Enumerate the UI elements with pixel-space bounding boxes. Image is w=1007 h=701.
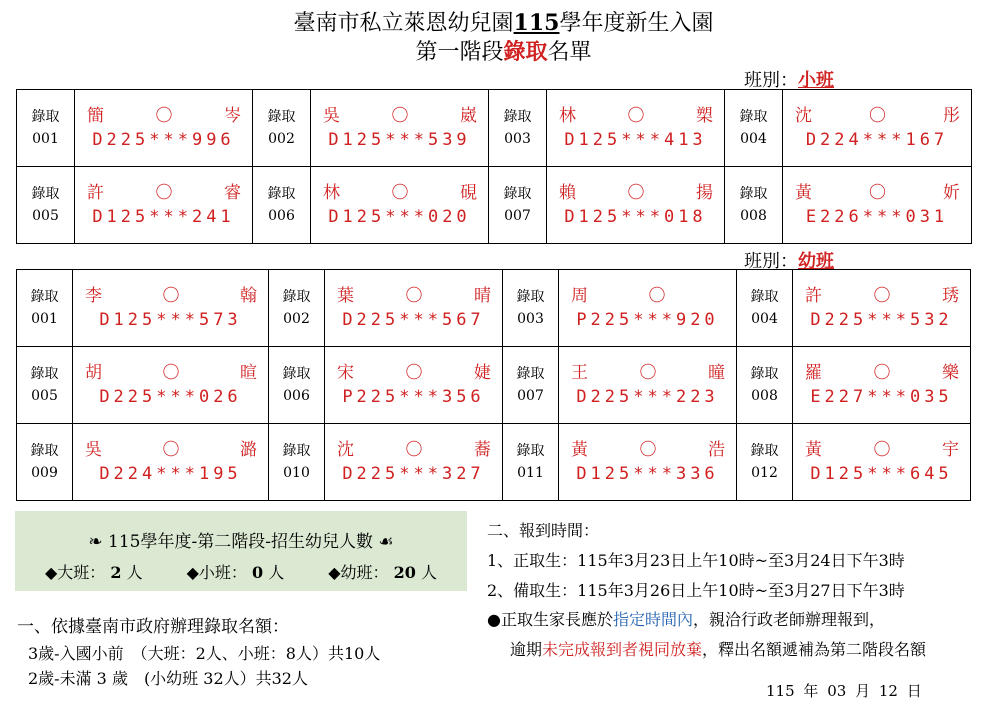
name-mask: 〇 bbox=[873, 286, 892, 306]
student-id: D224***167 bbox=[805, 130, 949, 150]
admit-label: 錄取 bbox=[282, 289, 311, 305]
given-name: 妡 bbox=[943, 183, 961, 203]
student-cell bbox=[311, 90, 489, 167]
count-unit: 人 bbox=[268, 563, 285, 582]
bullet-pre: ●正取生家長應於 bbox=[487, 610, 613, 629]
student-id: D125***573 bbox=[99, 310, 242, 330]
admit-label: 錄取 bbox=[516, 366, 545, 382]
surname: 林 bbox=[559, 106, 577, 126]
count-unit: 人 bbox=[126, 563, 143, 582]
student-name bbox=[559, 284, 736, 308]
given-name: 槊 bbox=[696, 106, 714, 126]
name-mask: 〇 bbox=[391, 106, 410, 126]
admit-label: 錄取 bbox=[503, 109, 532, 125]
admit-number-cell bbox=[737, 347, 793, 424]
student-name bbox=[325, 361, 502, 385]
given-name: 樂 bbox=[942, 363, 960, 383]
student-cell bbox=[793, 347, 971, 424]
count-item bbox=[328, 560, 437, 583]
student-name bbox=[793, 361, 970, 385]
student-id: D225***567 bbox=[342, 310, 485, 330]
student-name bbox=[783, 104, 971, 128]
subtitle-admit: 錄取 bbox=[503, 39, 548, 65]
second-stage-title bbox=[15, 527, 467, 552]
surname: 林 bbox=[323, 183, 341, 203]
admit-label: 錄取 bbox=[282, 443, 311, 459]
count-unit: 人 bbox=[421, 563, 438, 582]
given-name: 婕 bbox=[474, 363, 492, 383]
student-name bbox=[559, 361, 736, 385]
student-id: D225***026 bbox=[99, 387, 242, 407]
title-year: 115 bbox=[513, 10, 560, 36]
surname: 羅 bbox=[805, 363, 823, 383]
student-cell bbox=[325, 347, 503, 424]
count-item bbox=[187, 560, 285, 583]
notes-left-heading: 一、依據臺南市政府辦理錄取名額： bbox=[17, 617, 289, 637]
date-year-label: 年 bbox=[803, 682, 819, 700]
admit-number: 005 bbox=[31, 388, 58, 404]
surname: 黃 bbox=[805, 440, 823, 460]
admit-number: 004 bbox=[751, 311, 778, 327]
name-mask: 〇 bbox=[162, 286, 181, 306]
name-mask: 〇 bbox=[162, 363, 181, 383]
student-name bbox=[73, 284, 268, 308]
admit-number: 009 bbox=[31, 465, 58, 481]
admit-number-cell bbox=[725, 167, 783, 244]
subtitle-list: 名單 bbox=[547, 40, 592, 65]
given-name: 宇 bbox=[942, 440, 960, 460]
name-mask: 〇 bbox=[405, 286, 424, 306]
title-school: 臺南市私立萊恩幼兒園 bbox=[293, 11, 514, 36]
student-cell bbox=[793, 270, 971, 347]
given-name: 崴 bbox=[460, 106, 478, 126]
second-stage-box bbox=[15, 511, 467, 591]
student-id: D125***336 bbox=[576, 464, 719, 484]
given-name: 岑 bbox=[224, 106, 242, 126]
student-id: D125***413 bbox=[564, 130, 707, 150]
admit-number: 003 bbox=[504, 131, 531, 147]
name-mask: 〇 bbox=[155, 183, 174, 203]
given-name: 潞 bbox=[240, 440, 258, 460]
student-name bbox=[73, 438, 268, 462]
student-name bbox=[793, 284, 970, 308]
admit-label: 錄取 bbox=[739, 186, 768, 202]
admit-label: 錄取 bbox=[30, 289, 59, 305]
young-class-table bbox=[16, 269, 971, 501]
admit-label: 錄取 bbox=[31, 109, 60, 125]
name-mask: 〇 bbox=[873, 363, 892, 383]
student-name bbox=[75, 181, 252, 205]
table-row bbox=[17, 90, 972, 167]
student-cell bbox=[559, 270, 737, 347]
notes-left-line2: 2歲-未滿 3 歲 (小幼班 32人）共32人 bbox=[28, 669, 308, 688]
surname: 宋 bbox=[337, 363, 355, 383]
name-mask: 〇 bbox=[873, 440, 892, 460]
student-cell bbox=[73, 347, 269, 424]
document-date bbox=[766, 680, 922, 701]
admit-number-cell bbox=[17, 90, 75, 167]
surname: 沈 bbox=[337, 440, 355, 460]
table-row bbox=[17, 347, 971, 424]
notes-right-heading: 二、報到時間： bbox=[487, 521, 600, 540]
line4-pre: 逾期 bbox=[510, 640, 543, 659]
student-id: P225***356 bbox=[342, 387, 485, 407]
admit-label: 錄取 bbox=[31, 186, 60, 202]
given-name: 彤 bbox=[943, 106, 961, 126]
student-cell bbox=[559, 424, 737, 501]
student-cell bbox=[547, 167, 725, 244]
student-id: D225***996 bbox=[92, 130, 235, 150]
class-label-text: 班別： bbox=[744, 251, 798, 272]
admit-number-cell bbox=[737, 424, 793, 501]
admit-number: 001 bbox=[32, 131, 59, 147]
class-name: 小班 bbox=[798, 70, 834, 91]
student-cell bbox=[75, 167, 253, 244]
admit-number-cell bbox=[17, 167, 75, 244]
surname: 李 bbox=[85, 286, 103, 306]
surname: 吳 bbox=[323, 106, 341, 126]
admit-label: 錄取 bbox=[516, 289, 545, 305]
name-mask: 〇 bbox=[627, 106, 646, 126]
surname: 許 bbox=[805, 286, 823, 306]
surname: 沈 bbox=[795, 106, 813, 126]
student-name bbox=[311, 104, 488, 128]
given-name: 琇 bbox=[942, 286, 960, 306]
student-cell bbox=[559, 347, 737, 424]
student-name bbox=[73, 361, 268, 385]
name-mask: 〇 bbox=[391, 183, 410, 203]
student-cell bbox=[311, 167, 489, 244]
bullet-highlight: 指定時間內 bbox=[612, 610, 693, 629]
admit-number-cell bbox=[17, 347, 73, 424]
surname: 黃 bbox=[795, 183, 813, 203]
admit-number: 001 bbox=[31, 311, 58, 327]
given-name: 睿 bbox=[224, 183, 242, 203]
name-mask: 〇 bbox=[869, 183, 887, 203]
second-stage-title-text: 115學年度-第二階段-招生幼兒人數 bbox=[108, 532, 373, 552]
second-stage-counts bbox=[15, 560, 467, 583]
student-name bbox=[311, 181, 488, 205]
admit-number: 002 bbox=[268, 131, 295, 147]
student-cell bbox=[325, 270, 503, 347]
given-name: 翰 bbox=[240, 286, 258, 306]
name-mask: 〇 bbox=[869, 106, 887, 126]
admit-number-cell bbox=[725, 90, 783, 167]
admit-label: 錄取 bbox=[30, 366, 59, 382]
date-month-label: 月 bbox=[855, 682, 871, 700]
student-name bbox=[547, 181, 724, 205]
page-subtitle bbox=[0, 35, 1007, 66]
admit-label: 錄取 bbox=[750, 443, 779, 459]
admit-number-cell bbox=[17, 270, 73, 347]
student-name bbox=[75, 104, 252, 128]
line4-post: ，釋出名額遞補為第二階段名額 bbox=[702, 640, 927, 659]
student-name bbox=[559, 438, 736, 462]
admit-number: 003 bbox=[517, 311, 544, 327]
student-cell bbox=[783, 90, 972, 167]
given-name: 揚 bbox=[696, 183, 714, 203]
admit-number-cell bbox=[503, 424, 559, 501]
admit-label: 錄取 bbox=[30, 443, 59, 459]
student-cell bbox=[73, 424, 269, 501]
date-month: 03 bbox=[827, 682, 847, 700]
admit-number-cell bbox=[253, 90, 311, 167]
surname: 周 bbox=[571, 286, 589, 306]
admit-label: 錄取 bbox=[267, 186, 296, 202]
admit-number-cell bbox=[489, 90, 547, 167]
student-name bbox=[325, 284, 502, 308]
small-class-table bbox=[16, 89, 972, 244]
given-name: 硯 bbox=[460, 183, 478, 203]
count-label: ◆大班： bbox=[44, 563, 106, 582]
student-cell bbox=[325, 424, 503, 501]
table-row bbox=[17, 167, 972, 244]
count-value: 20 bbox=[393, 563, 416, 582]
given-name: 浩 bbox=[708, 440, 726, 460]
leaf-left-icon: ❧ bbox=[88, 532, 103, 552]
surname: 簡 bbox=[87, 106, 105, 126]
admit-number: 002 bbox=[283, 311, 310, 327]
title-suffix: 學年度新生入園 bbox=[559, 11, 714, 36]
student-cell bbox=[793, 424, 971, 501]
student-id: D225***223 bbox=[576, 387, 719, 407]
student-id: D125***645 bbox=[810, 464, 953, 484]
admit-number-cell bbox=[269, 347, 325, 424]
page-title bbox=[0, 6, 1007, 37]
admit-number: 010 bbox=[283, 465, 310, 481]
student-id: P225***920 bbox=[576, 310, 719, 330]
class-label-text: 班別： bbox=[744, 70, 798, 91]
date-year: 115 bbox=[766, 682, 795, 700]
student-cell bbox=[783, 167, 972, 244]
bullet-post: ，親洽行政老師辦理報到， bbox=[692, 610, 885, 629]
admit-label: 錄取 bbox=[739, 109, 768, 125]
name-mask: 〇 bbox=[627, 183, 646, 203]
name-mask: 〇 bbox=[405, 363, 424, 383]
name-mask: 〇 bbox=[648, 286, 667, 306]
student-name bbox=[325, 438, 502, 462]
leaf-right-icon: ☙ bbox=[378, 532, 394, 552]
admit-label: 錄取 bbox=[750, 289, 779, 305]
admit-number: 006 bbox=[268, 208, 295, 224]
admit-label: 錄取 bbox=[516, 443, 545, 459]
surname: 賴 bbox=[559, 183, 577, 203]
admit-number: 007 bbox=[517, 388, 544, 404]
admit-label: 錄取 bbox=[282, 366, 311, 382]
admit-number-cell bbox=[253, 167, 311, 244]
surname: 王 bbox=[571, 363, 589, 383]
surname: 黃 bbox=[571, 440, 589, 460]
admit-number: 007 bbox=[504, 208, 531, 224]
student-id: D125***241 bbox=[92, 207, 235, 227]
given-name: 曈 bbox=[708, 363, 726, 383]
admit-number: 008 bbox=[751, 388, 778, 404]
student-name bbox=[547, 104, 724, 128]
notes-right-line4 bbox=[510, 637, 926, 660]
student-id: D125***018 bbox=[564, 207, 707, 227]
admit-number-cell bbox=[737, 270, 793, 347]
count-label: ◆幼班： bbox=[328, 563, 389, 582]
line4-highlight: 未完成報到者視同放棄 bbox=[542, 640, 703, 659]
count-value: 0 bbox=[252, 563, 264, 582]
admit-label: 錄取 bbox=[267, 109, 296, 125]
given-name: 晴 bbox=[474, 286, 492, 306]
student-cell bbox=[73, 270, 269, 347]
admit-number-cell bbox=[269, 424, 325, 501]
admit-number-cell bbox=[503, 270, 559, 347]
admit-number: 005 bbox=[32, 208, 59, 224]
surname: 胡 bbox=[85, 363, 103, 383]
notes-right-line2: 2、備取生：115年3月26日上午10時~至3月27日下午3時 bbox=[487, 581, 905, 600]
student-id: D224***195 bbox=[99, 464, 242, 484]
admit-number: 008 bbox=[740, 208, 767, 224]
student-id: D125***020 bbox=[328, 207, 471, 227]
surname: 葉 bbox=[337, 286, 355, 306]
given-name: 暄 bbox=[240, 363, 258, 383]
name-mask: 〇 bbox=[639, 440, 658, 460]
surname: 許 bbox=[87, 183, 105, 203]
table-row bbox=[17, 270, 971, 347]
student-name bbox=[793, 438, 970, 462]
admit-number-cell bbox=[269, 270, 325, 347]
date-day: 12 bbox=[878, 682, 898, 700]
count-item bbox=[45, 560, 143, 583]
name-mask: 〇 bbox=[639, 363, 658, 383]
name-mask: 〇 bbox=[162, 440, 181, 460]
class-name: 幼班 bbox=[798, 251, 834, 272]
admit-number-cell bbox=[17, 424, 73, 501]
subtitle-stage: 第一階段 bbox=[415, 40, 504, 65]
table-row bbox=[17, 424, 971, 501]
student-id: E226***031 bbox=[805, 207, 949, 227]
notes-right-line1: 1、正取生：115年3月23日上午10時~至3月24日下午3時 bbox=[487, 551, 905, 570]
notes-left-line1: 3歲-入國小前 （大班：2人、小班：8人）共10人 bbox=[28, 644, 381, 663]
notes-right-bullet bbox=[487, 607, 885, 630]
count-label: ◆小班： bbox=[186, 563, 247, 582]
count-value: 2 bbox=[110, 563, 122, 582]
surname: 吳 bbox=[85, 440, 103, 460]
admit-number: 012 bbox=[751, 465, 778, 481]
admit-number: 011 bbox=[517, 465, 544, 481]
date-day-label: 日 bbox=[906, 682, 922, 700]
student-name bbox=[783, 181, 971, 205]
admit-number-cell bbox=[503, 347, 559, 424]
name-mask: 〇 bbox=[405, 440, 424, 460]
given-name: 蕎 bbox=[474, 440, 492, 460]
student-id: D225***327 bbox=[342, 464, 485, 484]
admit-label: 錄取 bbox=[750, 366, 779, 382]
admit-number: 006 bbox=[283, 388, 310, 404]
name-mask: 〇 bbox=[155, 106, 174, 126]
admit-number: 004 bbox=[740, 131, 767, 147]
admit-number-cell bbox=[489, 167, 547, 244]
student-id: E227***035 bbox=[810, 387, 953, 407]
admit-label: 錄取 bbox=[503, 186, 532, 202]
student-id: D125***539 bbox=[328, 130, 471, 150]
student-cell bbox=[75, 90, 253, 167]
student-cell bbox=[547, 90, 725, 167]
student-id: D225***532 bbox=[810, 310, 953, 330]
